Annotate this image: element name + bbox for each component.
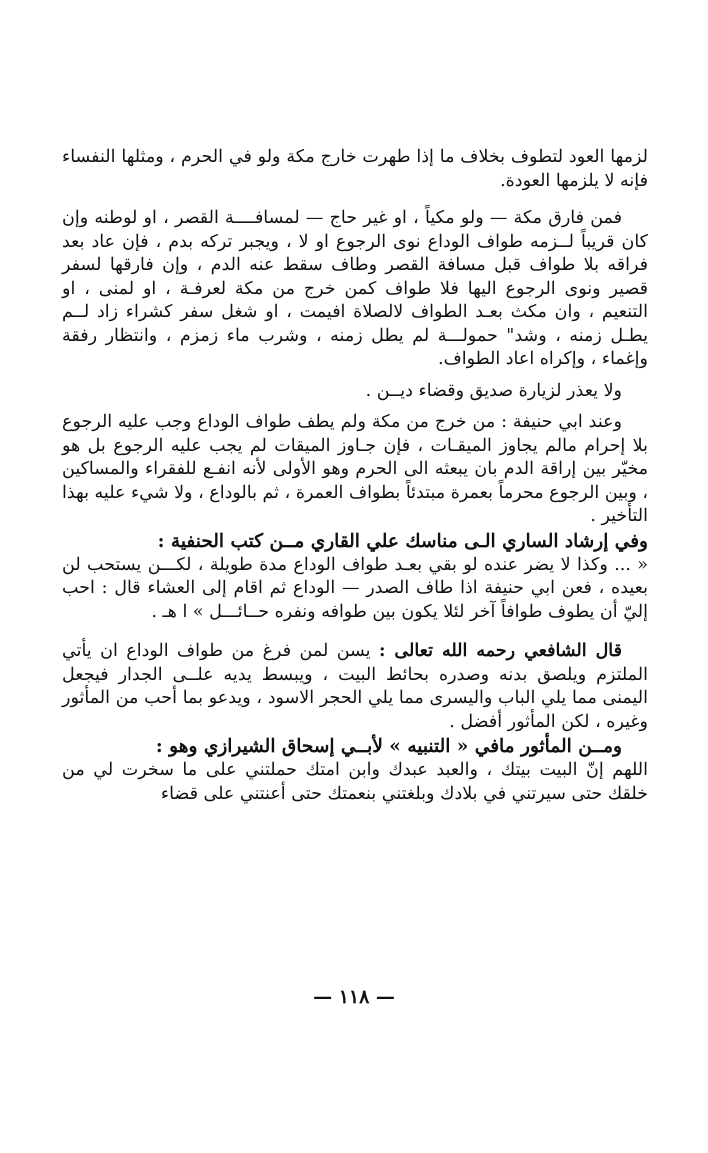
paragraph-women-return: لزمها العود لتطوف بخلاف ما إذا طهرت خارج مكة ولو في الحرم ، ومثلها النفساء فإنه لا يلزمها العودة. <box>62 147 648 191</box>
paragraph-no-excuse: ولا يعذر لزيارة صديق وقضاء ديــن . <box>365 380 622 401</box>
page-number: — ١١٨ — <box>313 986 395 1008</box>
paragraph-dua: اللهم إنّ البيت بيتك ، والعبد عبدك وابن امتك حملتني على ما سخرت لي من خلقك حتى سيرتني في بلادك وبلغتني بنعمتك حتى أعنتني على قضاء <box>62 760 648 804</box>
shafii-text: يسن لمن فرغ من طواف الوداع ان يأتي الملتزم ويلصق بدنه وصدره بحائط البيت ، ويبسط يديه علــى الجدار فيجعل اليمنى مما يلي الباب واليسرى مما يلي الحجر الاسود ، ويدعو بما أحب من المأثور وغيره ، لكن المأثور أفضل . <box>62 641 648 732</box>
paragraph-abu-hanifa: وعند ابي حنيفة : من خرج من مكة ولم يطف طواف الوداع وجب عليه الرجوع بلا إحرام مالم يجاوز الميقـات ، فإن جـاوز الميقات لم يجب عليه الرجوع بل هو مخيّر بين إراقة الدم بان يبعثه الى الحرم وهو الأولى لأنه انفـع للفقراء والمساكين ، وبين الرجوع محرماً بعمرة مبتدئاً بطواف العمرة ، ثم بالوداع ، ولا شيء عليه بهذا التأخير . <box>62 412 648 526</box>
quote-hanafi: « ... وكذا لا يضر عنده لو بقي بعـد طواف الوداع مدة طويلة ، لكـــن يستحب لن بعيده ، فعن ابي حنيفة اذا طاف الصدر — الوداع ثم اقام إلى العشاء قال : احب إليّ أن يطوف طوافاً آخر لئلا يكون بين طوافه ونفره حــائـــل » ا هـ . <box>62 554 648 622</box>
paragraph-farewell-tawaf-rules: فمن فارق مكة — ولو مكياً ، او غير حاج — لمسافــــة القصر ، او لوطنه وإن كان قريباً لــزمه طواف الوداع نوى الرجوع او لا ، ويجبر تركه بدم ، فإن عاد بعد فراقه بلا طواف قبل مسافة القصر وطاف سقط عنه الدم ، وإن فارقها لسفر قصير ونوى الرجوع اليها فلا طواف كمن خرج من مكة لعرفـة ، او لمنى ، او التنعيم ، وان مكث بعـد الطواف لالصلاة افيمت ، او شغل سفر كشراء زاد لــم يطـل زمنه ، وشد" حمولـــة لم يطل زمنه ، وشرب ماء زمزم ، وانتظار رفقة وإغماء ، وإكراه اعاد الطواف. <box>62 208 648 369</box>
page-body <box>62 146 648 806</box>
shafii-lead: قال الشافعي رحمه الله تعالى : <box>379 641 622 661</box>
paragraph-shafii <box>62 640 648 734</box>
heading-tanbih: ومــن المأثور مافي « التنبيه » لأبــي إسحاق الشيرازي وهو : <box>155 736 622 757</box>
heading-hanafi-source: وفي إرشاد الساري الـى مناسك علي القاري مــن كتب الحنفية : <box>157 530 648 552</box>
